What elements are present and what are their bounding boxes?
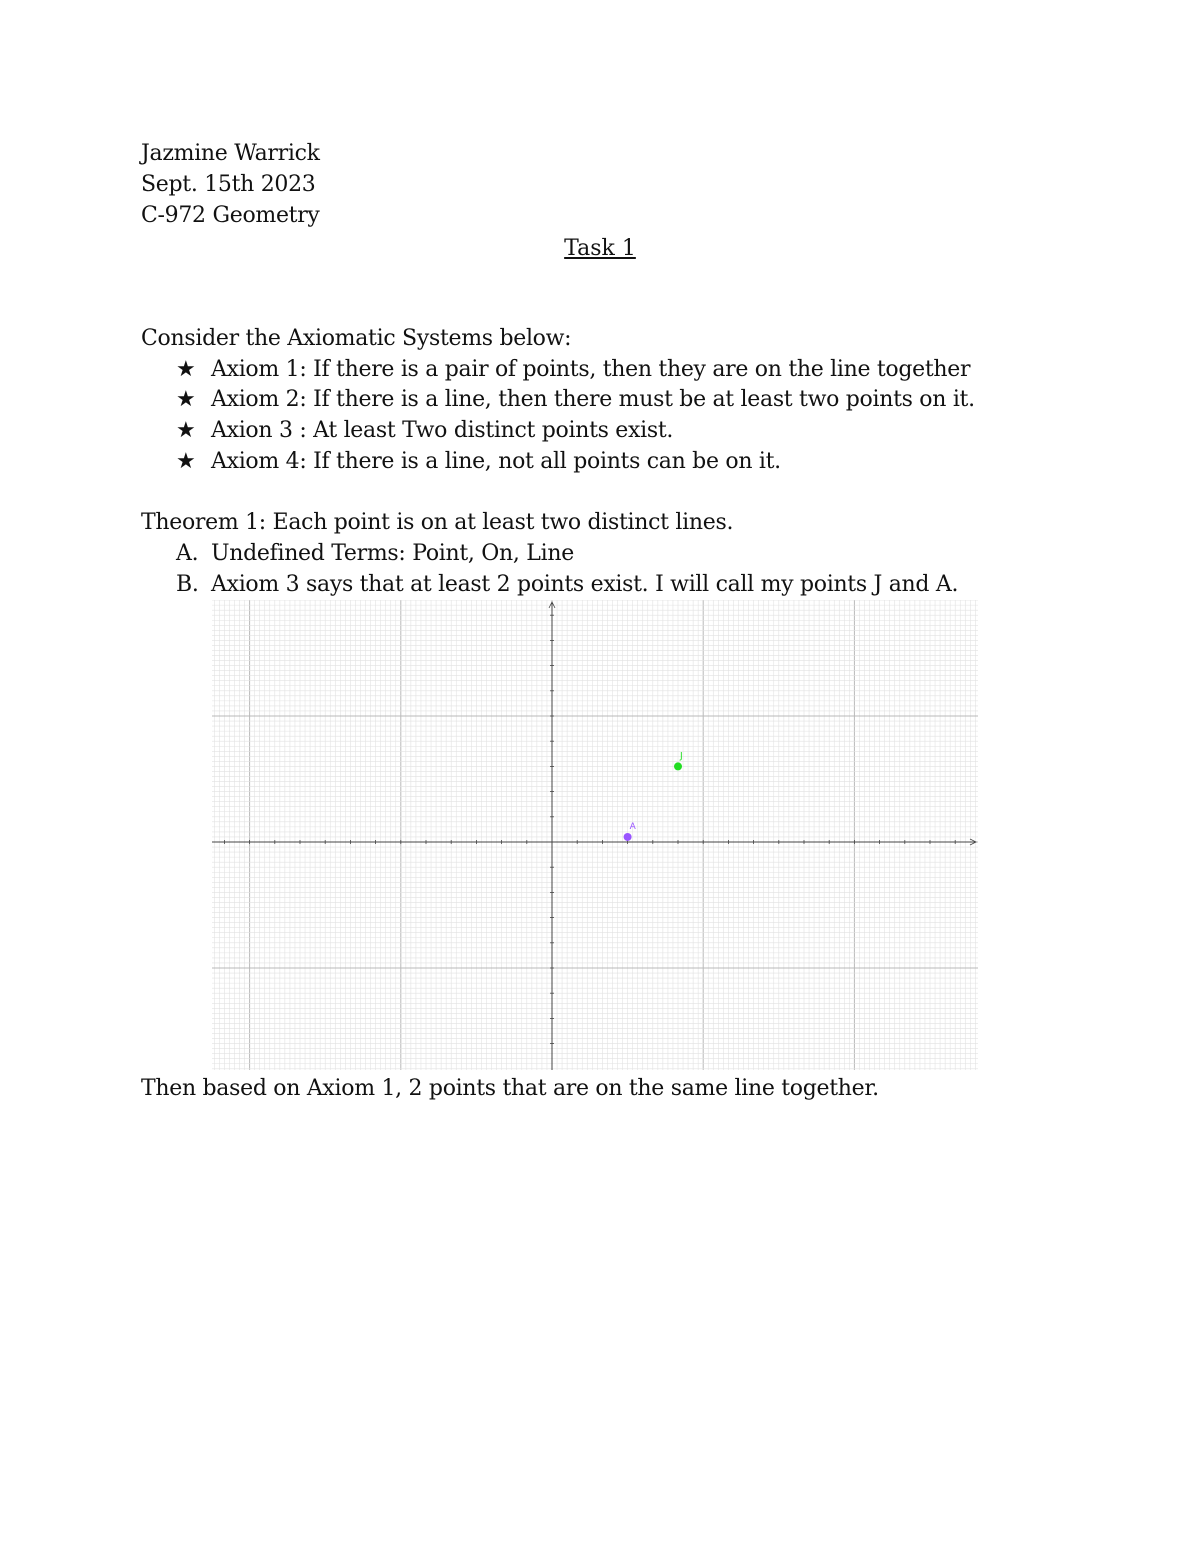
point-label: A (629, 821, 636, 832)
author-name: Jazmine Warrick (141, 141, 320, 166)
course-line: C-972 Geometry (141, 203, 320, 228)
list-item-text: Axiom 3 says that at least 2 points exist. I will call my points J and A. (211, 572, 959, 597)
axiom-item (176, 385, 975, 415)
list-marker: A. (176, 541, 199, 566)
task-title-text: Task 1 (564, 236, 636, 261)
axiom-item (176, 416, 673, 446)
star-icon: ★ (176, 387, 196, 412)
axiom-item (176, 447, 781, 477)
list-item (176, 570, 958, 600)
list-item-text: Undefined Terms: Point, On, Line (211, 541, 574, 566)
point-marker (674, 762, 682, 770)
axiom-item (176, 355, 970, 385)
theorem-text: Theorem 1: Each point is on at least two distinct lines. (141, 510, 734, 535)
list-marker: B. (176, 572, 199, 597)
star-icon: ★ (176, 357, 196, 382)
date-line: Sept. 15th 2023 (141, 172, 316, 197)
coordinate-graph (212, 600, 978, 1070)
star-icon: ★ (176, 449, 196, 474)
list-item (176, 539, 574, 569)
point-label: J (680, 751, 683, 762)
task-title (0, 234, 1200, 264)
star-icon: ★ (176, 418, 196, 443)
axiom-text: Axion 3 : At least Two distinct points exist. (211, 418, 674, 443)
point-marker (624, 833, 632, 841)
conclusion-text: Then based on Axiom 1, 2 points that are on the same line together. (141, 1076, 879, 1101)
intro-text: Consider the Axiomatic Systems below: (141, 326, 572, 351)
axiom-text: Axiom 1: If there is a pair of points, then they are on the line together (211, 357, 971, 382)
axiom-text: Axiom 4: If there is a line, not all points can be on it. (211, 449, 781, 474)
axiom-text: Axiom 2: If there is a line, then there must be at least two points on it. (211, 387, 975, 412)
